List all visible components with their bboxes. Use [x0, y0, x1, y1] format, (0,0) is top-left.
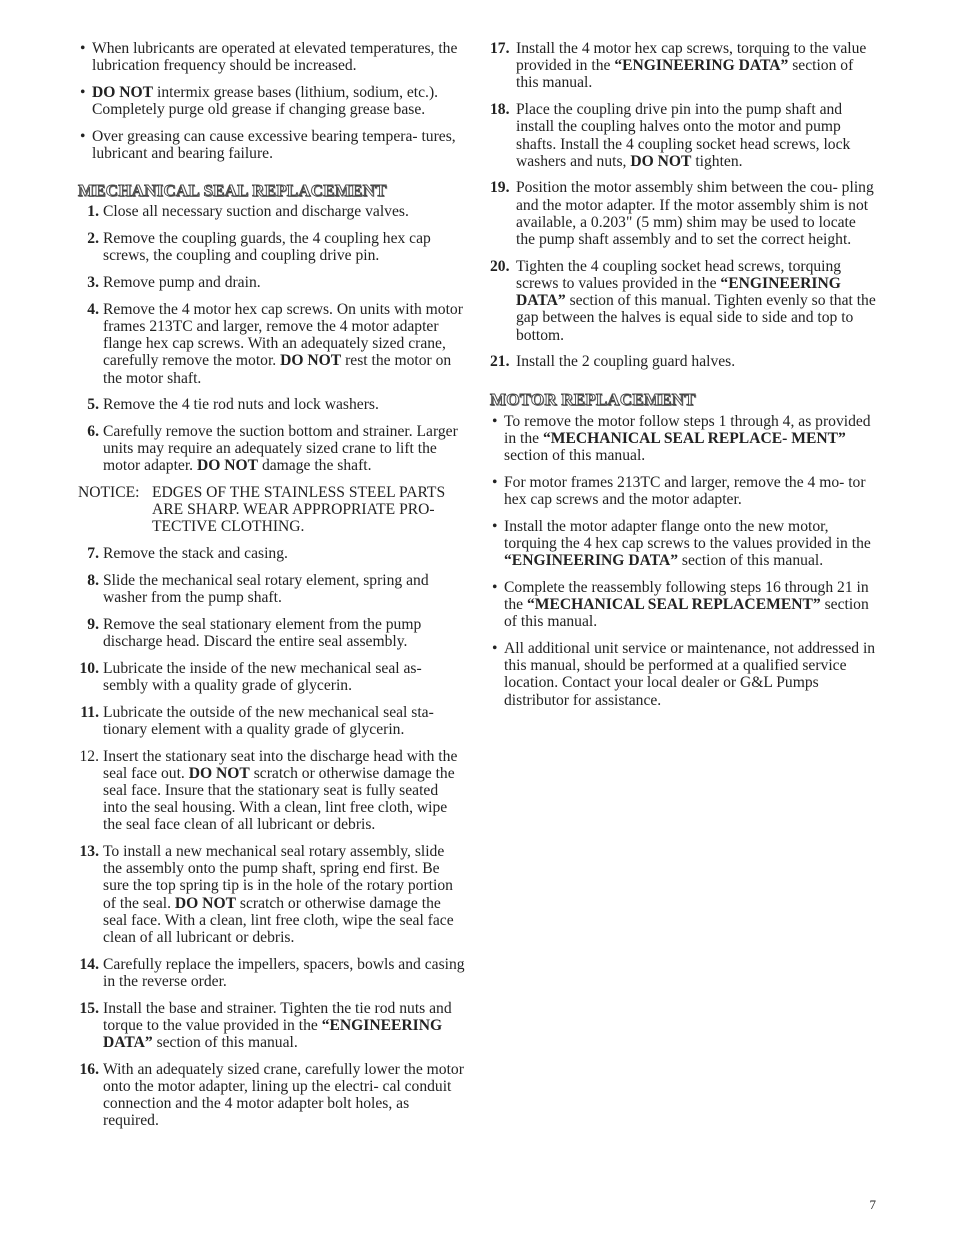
- step-item: 8. Slide the mechanical seal rotary element, spring and washer from the pump shaft.: [87, 571, 429, 607]
- step-item: 9. Remove the seal stationary element from the pump discharge head. Discard the entire seal assembly.: [87, 615, 422, 650]
- step-item: 15. Install the base and strainer. Tighten the tie rod nuts and torque to the value provided in the “ENGINEERING DATA” section of this manual.: [79, 999, 452, 1052]
- step-item: 2. Remove the coupling guards, the 4 coupling hex cap screws, the coupling and coupling drive pin.: [87, 230, 431, 265]
- notice-label: NOTICE:: [78, 484, 140, 502]
- motor-bullet: • All additional unit service or maintenance, not addressed in this manual, should be performed at a qualified service location. Contact your local dealer or G&L Pumps distributor for assistance.: [490, 640, 878, 709]
- motor-bullet: • To remove the motor follow steps 1 through 4, as provided in the “MECHANICAL SEAL REPLACE- MENT” section of this manual.: [490, 413, 878, 465]
- step-item: 6. Carefully remove the suction bottom and strainer. Larger units may require an adequately sized crane to lift the motor adapter. DO NOT damage the shaft.: [87, 422, 458, 475]
- right-column: [490, 40, 878, 718]
- motor-bullet: • Install the motor adapter flange onto the new motor, torquing the 4 hex cap screws to the values provided in the “ENGINEERING DATA” section of this manual.: [490, 518, 878, 570]
- page-number: 7: [869, 1197, 876, 1212]
- lubrication-bullet-2: • DO NOT intermix grease bases (lithium, sodium, etc.). Completely purge old grease if changing grease base.: [78, 84, 466, 118]
- step-item: 11. Lubricate the outside of the new mechanical seal sta- tionary element with a quality grade of glycerin.: [80, 703, 434, 738]
- step-item: 14. Carefully replace the impellers, spacers, bowls and casing in the reverse order.: [79, 955, 465, 990]
- step-item: 18. Place the coupling drive pin into the pump shaft and install the coupling halves onto the motor and pump shafts. Install the 4 coupling socket head screws, lock washers and nuts, DO NOT tighten.: [490, 101, 851, 170]
- step-item: 5. Remove the 4 tie rod nuts and lock washers.: [87, 396, 379, 414]
- motor-bullet: • Complete the reassembly following steps 16 through 21 in the “MECHANICAL SEAL REPLACEMENT” section of this manual.: [490, 579, 878, 631]
- section-heading-motor-replacement: MOTOR REPLACEMENT: [490, 390, 696, 410]
- notice-text: EDGES OF THE STAINLESS STEEL PARTS ARE SHARP. WEAR APPROPRIATE PRO- TECTIVE CLOTHING.: [152, 484, 446, 536]
- step-item: 12. Insert the stationary seat into the discharge head with the seal face out. DO NOT scratch or otherwise damage the seal face. Insure that the stationary seat is fully seated into the seal housing. With a clean, lint free cloth, wipe the seal face clean of all lubricant or debris.: [79, 747, 458, 834]
- step-item: 13. To install a new mechanical seal rotary assembly, slide the assembly onto the pump shaft, spring end first. Be sure the top spring tip is in the hole of the rotary portion of the seal. DO NOT scratch or otherwise damage the seal face. With a clean, lint free cloth, wipe the seal face clean of all lubricant or debris.: [79, 843, 454, 947]
- safety-notice: [78, 484, 466, 536]
- step-item: 4. Remove the 4 motor hex cap screws. On units with motor frames 213TC and larger, remove the 4 motor adapter flange hex cap screws. With an adequately sized crane, carefully remove the motor. DO NOT rest the motor on the motor shaft.: [87, 300, 463, 387]
- lubrication-bullet-3: • Over greasing can cause excessive bearing tempera- tures, lubricant and bearing failure.: [78, 128, 466, 162]
- step-item: 17. Install the 4 motor hex cap screws, torquing to the value provided in the “ENGINEERING DATA” section of this manual.: [490, 40, 867, 92]
- left-column: [78, 40, 466, 1139]
- step-item: 19. Position the motor assembly shim between the cou- pling and the motor adapter. If the motor assembly shim is not available, a 0.203" (5 mm) shim may be used to locate the pump shaft assembly and to set the correct height.: [490, 179, 874, 249]
- step-item: 10. Lubricate the inside of the new mechanical seal as- sembly with a quality grade of glycerin.: [79, 659, 422, 694]
- step-item: 7. Remove the stack and casing.: [87, 545, 288, 563]
- step-item: 21. Install the 2 coupling guard halves.: [490, 353, 736, 371]
- step-item: 3. Remove pump and drain.: [87, 274, 261, 292]
- step-item: 16. With an adequately sized crane, carefully lower the motor onto the motor adapter, lining up the electri- cal conduit connection and the 4 motor adapter bolt holes, as required.: [79, 1060, 464, 1130]
- lubrication-bullet-1: • When lubricants are operated at elevated temperatures, the lubrication frequency should be increased.: [78, 40, 466, 74]
- motor-bullet: • For motor frames 213TC and larger, remove the 4 mo- tor hex cap screws and the motor adapter.: [490, 474, 878, 508]
- section-heading-mechanical-seal: MECHANICAL SEAL REPLACEMENT: [78, 181, 387, 201]
- step-item: 20. Tighten the 4 coupling socket head screws, torquing screws to values provided in the “ENGINEERING DATA” section of this manual. Tighten evenly so that the gap between the halves is equal side to side and top to bottom.: [490, 257, 876, 344]
- step-item: 1. Close all necessary suction and discharge valves.: [87, 203, 409, 221]
